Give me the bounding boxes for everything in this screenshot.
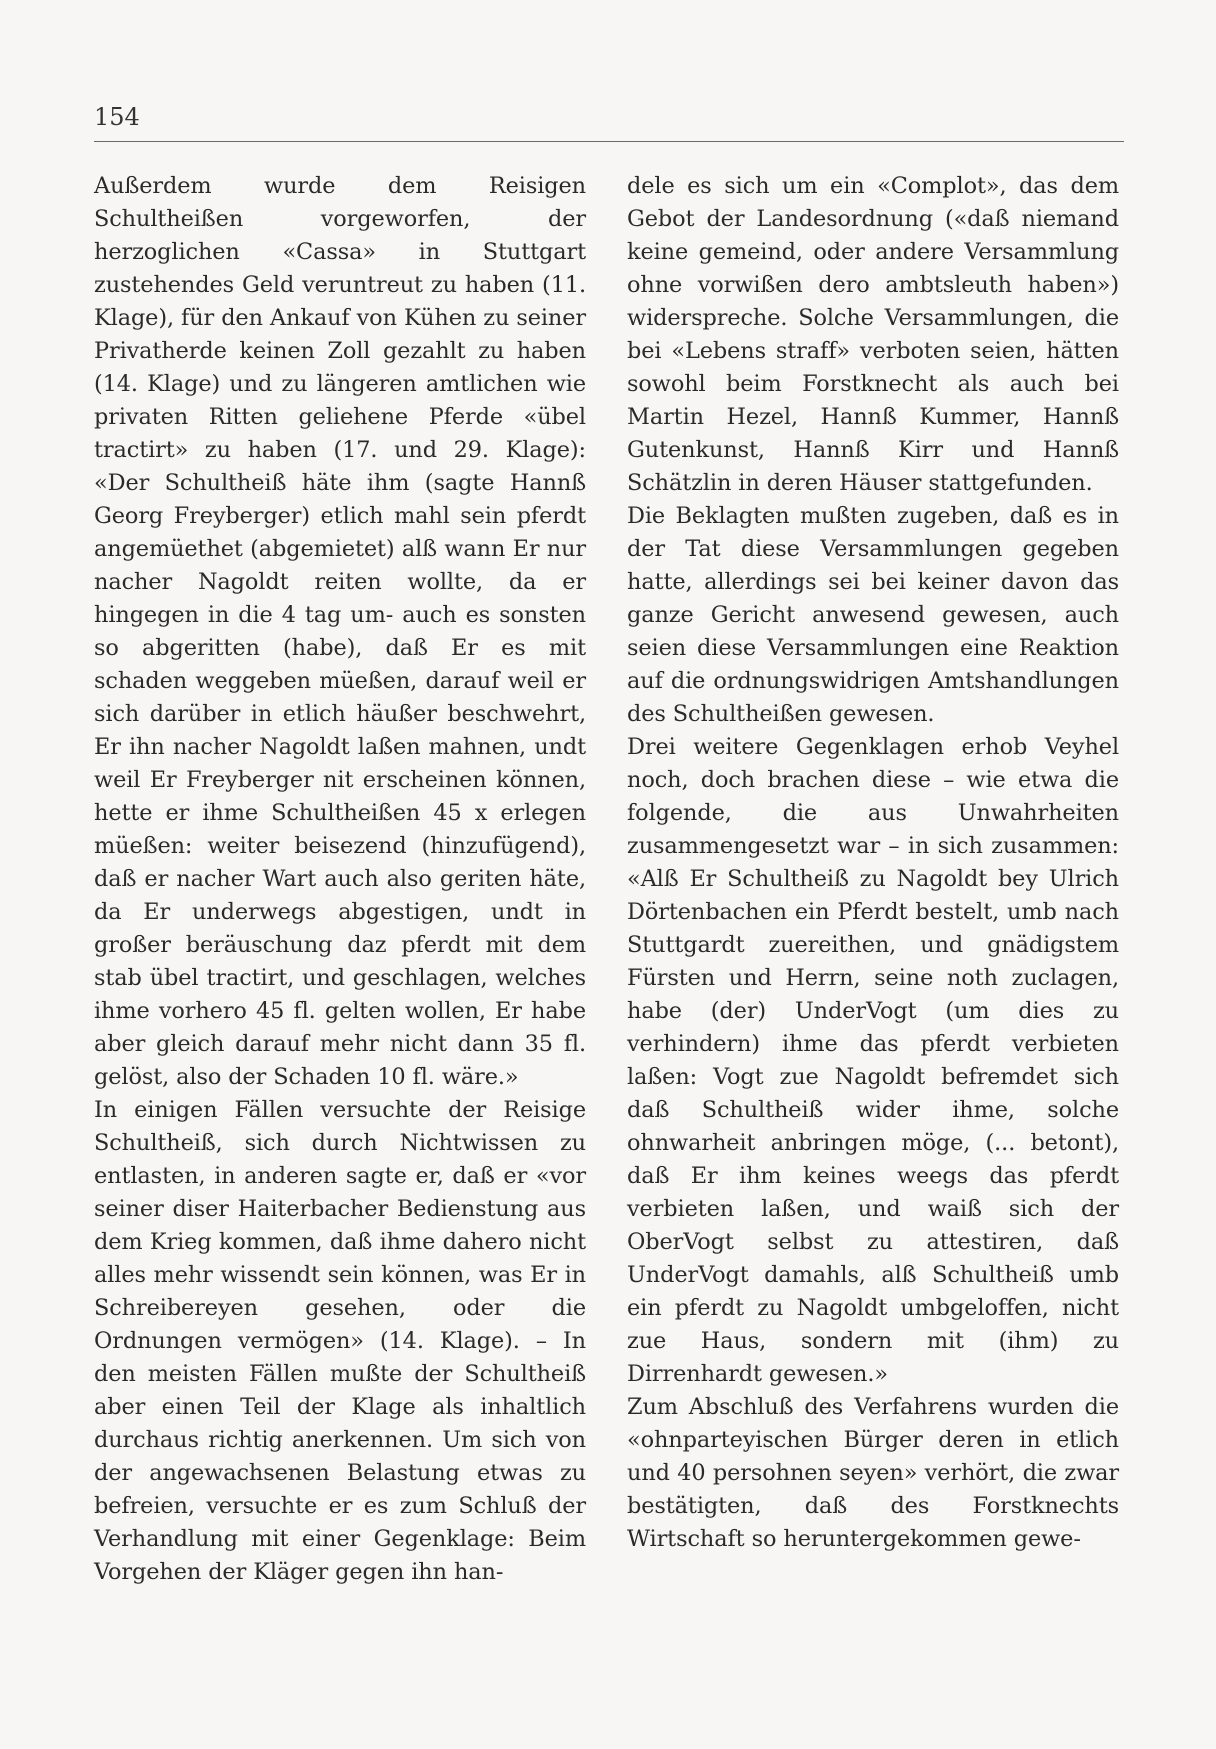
left-column [94,170,586,1589]
right-paragraph-1: dele es sich um ein «Complot», das dem Gebot der Landesordnung («daß niemand keine gemeind, oder andere Versammlung ohne vorwißen dero ambtsleuth haben») widerspreche. Solche Versammlungen, die bei «Lebens straff» verboten seien, hätten sowohl beim Forstknecht als auch bei Martin Hezel, Hannß Kummer, Hannß Gutenkunst, Hannß Kirr und Hannß Schätzlin in deren Häuser stattgefunden. [627,173,1119,496]
left-paragraph-1: Außerdem wurde dem Reisigen Schultheißen vorgeworfen, der herzoglichen «Cassa» in Stuttgart zustehendes Geld veruntreut zu haben (11. Klage), für den Ankauf von Kühen zu seiner Privatherde keinen Zoll gezahlt zu haben (14. Klage) und zu längeren amtlichen wie privaten Ritten geliehene Pferde «übel tractirt» zu haben (17. und 29. Klage): «Der Schultheiß häte ihm (sagte Hannß Georg Freyberger) etlich mahl sein pferdt angemüethet (abgemietet) alß wann Er nur nacher Nagoldt reiten wollte, da er hingegen in die 4 tag um- auch es sonsten so abgeritten (habe), daß Er es mit schaden weggeben müeßen, darauf weil er sich darüber in etlich häußer beschwehrt, Er ihn nacher Nagoldt laßen mahnen, undt weil Er Freyberger nit erscheinen können, hette er ihme Schultheißen 45 x erlegen müeßen: weiter beisezend (hinzufügend), daß er nacher Wart auch also geriten häte, da Er underwegs abgestigen, undt in großer beräuschung daz pferdt mit dem stab übel tractirt, und geschlagen, welches ihme vorhero 45 fl. gelten wollen, Er habe aber gleich darauf mehr nicht dann 35 fl. gelöst, also der Schaden 10 fl. wäre.» [94,173,586,1090]
right-column [627,170,1119,1556]
left-paragraph-2: In einigen Fällen versuchte der Reisige Schultheiß, sich durch Nichtwissen zu entlasten, in anderen sagte er, daß er «vor seiner diser Haiterbacher Bedienstung aus dem Krieg kommen, daß ihme dahero nicht alles mehr wissendt sein können, was Er in Schreibereyen gesehen, oder die Ordnungen vermögen» (14. Klage). – In den meisten Fällen mußte der Schultheiß aber einen Teil der Klage als inhaltlich durchaus richtig anerkennen. Um sich von der angewachsenen Belastung etwas zu befreien, versuchte er es zum Schluß der Verhandlung mit einer Gegenklage: Beim Vorgehen der Kläger gegen ihn han- [94,1097,586,1585]
header-rule [94,141,1124,142]
right-paragraph-4: Zum Abschluß des Verfahrens wurden die «ohnparteyischen Bürger deren in etlich und 40 persohnen seyen» verhört, die zwar bestätigten, daß des Forstknechts Wirtschaft so heruntergekommen gewe- [627,1394,1119,1552]
right-paragraph-2: Die Beklagten mußten zugeben, daß es in der Tat diese Versammlungen gegeben hatte, allerdings sei bei keiner davon das ganze Gericht anwesend gewesen, auch seien diese Versammlungen eine Reaktion auf die ordnungswidrigen Amtshandlungen des Schultheißen gewesen. [627,503,1119,727]
page-number: 154 [94,103,140,131]
right-paragraph-3: Drei weitere Gegenklagen erhob Veyhel noch, doch brachen diese – wie etwa die folgende, die aus Unwahrheiten zusammengesetzt war – in sich zusammen: «Alß Er Schultheiß zu Nagoldt bey Ulrich Dörtenbachen ein Pferdt bestelt, umb nach Stuttgardt zuereithen, und gnädigstem Fürsten und Herrn, seine noth zuclagen, habe (der) UnderVogt (um dies zu verhindern) ihme das pferdt verbieten laßen: Vogt zue Nagoldt befremdet sich daß Schultheiß wider ihme, solche ohnwarheit anbringen möge, (... betont), daß Er ihm keines weegs das pferdt verbieten laßen, und waiß sich der OberVogt selbst zu attestiren, daß UnderVogt damahls, alß Schultheiß umb ein pferdt zu Nagoldt umbgeloffen, nicht zue Haus, sondern mit (ihm) zu Dirrenhardt gewesen.» [627,734,1119,1387]
